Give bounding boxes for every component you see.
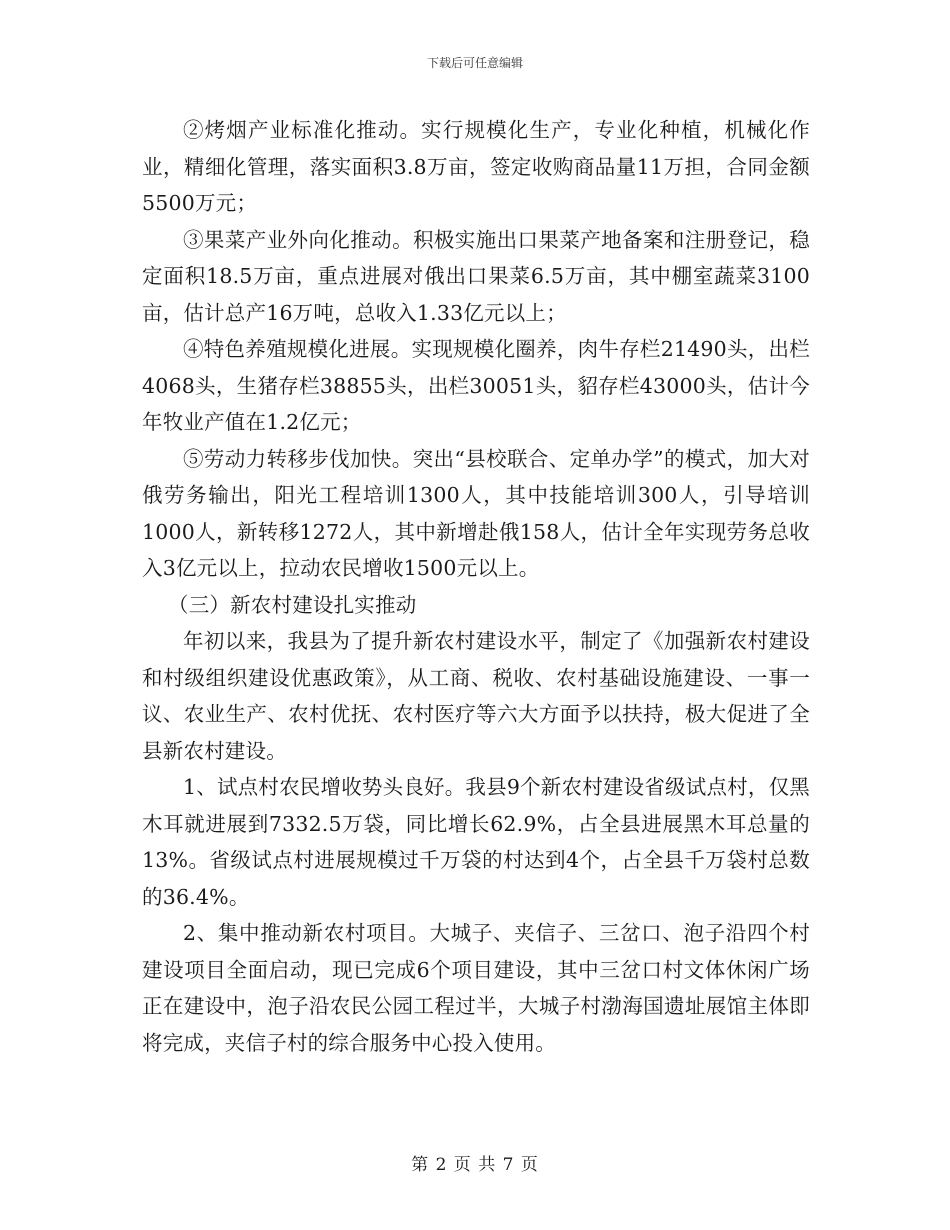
paragraph-fruit-vegetable: ③果菜产业外向化推动。积极实施出口果菜产地备案和注册登记，稳定面积18.5万亩，重点进展对俄出口果菜6.5万亩，其中棚室蔬菜3100亩，估计总产16万吨，总收入1.33亿元以上；	[142, 227, 810, 325]
paragraph-tobacco: ②烤烟产业标准化推动。实行规模化生产，专业化种植，机械化作业，精细化管理，落实面积3.8万亩，签定收购商品量11万担，合同金额5500万元；	[142, 118, 810, 215]
header-note: 下载后可任意编辑	[426, 56, 523, 70]
paragraph-projects: 2、集中推动新农村项目。大城子、夹信子、三岔口、泡子沿四个村建设项目全面启动，现已完成6个项目建设，其中三岔口村文体休闲广场正在建设中，泡子沿农民公园工程过半，大城子村渤海国遗址展馆主体即将完成，夹信子村的综合服务中心投入使用。	[142, 921, 810, 1055]
paragraph-new-village-intro: 年初以来，我县为了提升新农村建设水平，制定了《加强新农村建设和村级组织建设优惠政策》，从工商、税收、农村基础设施建设、一事一议、农业生产、农村优抚、农村医疗等六大方面予以扶持，极大促进了全县新农村建设。	[142, 629, 810, 763]
document-body	[142, 112, 810, 1061]
paragraph-labor-transfer: ⑤劳动力转移步伐加快。突出“县校联合、定单办学”的模式，加大对俄劳务输出，阳光工程培训1300人，其中技能培训300人，引导培训1000人，新转移1272人，其中新增赴俄158人，估计全年实现劳务总收入3亿元以上，拉动农民增收1500元以上。	[142, 446, 810, 580]
section-heading: （三）新农村建设扎实推动	[168, 592, 417, 617]
paragraph-pilot-village: 1、试点村农民增收势头良好。我县9个新农村建设省级试点村，仅黑木耳就进展到7332.5万袋，同比增长62.9%，占全县进展黑木耳总量的13%。省级试点村进展规模过千万袋的村达到4个，占全县千万袋村总数的36.4%。	[142, 775, 810, 909]
page-number: 第 2 页 共 7 页	[411, 1155, 539, 1175]
paragraph-livestock: ④特色养殖规模化进展。实现规模化圈养，肉牛存栏21490头，出栏4068头，生猪存栏38855头，出栏30051头，貂存栏43000头，估计今年牧业产值在1.2亿元；	[142, 337, 810, 434]
